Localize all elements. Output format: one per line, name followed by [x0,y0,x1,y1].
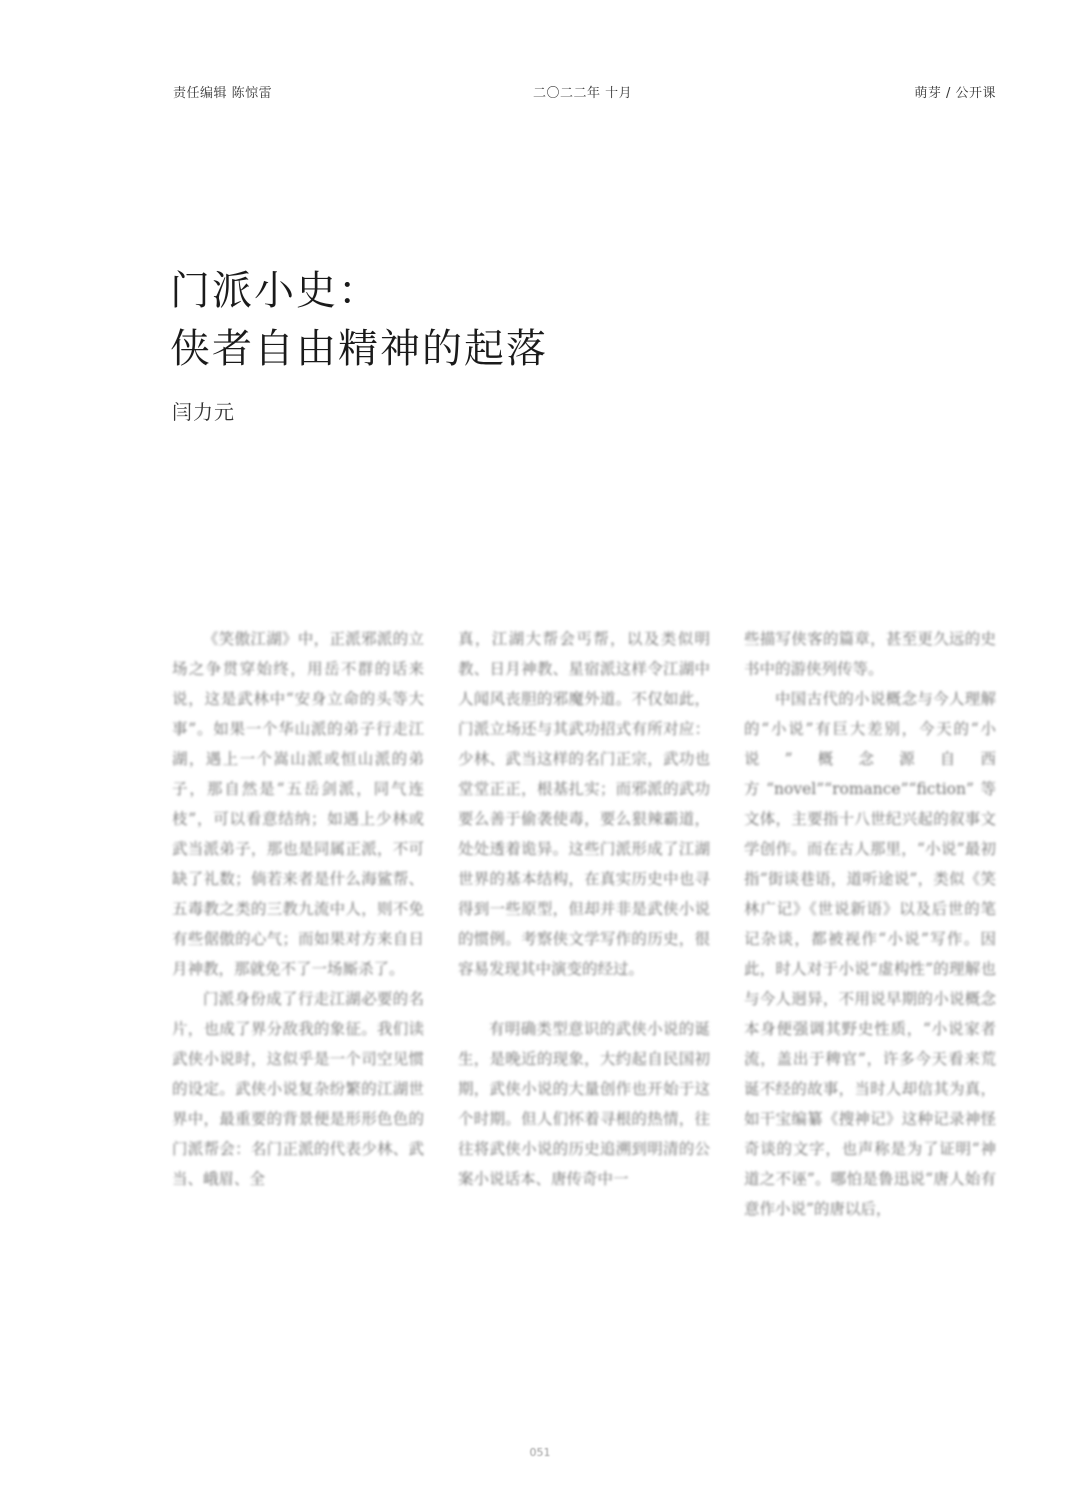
body-column-1 [172,624,424,1194]
paragraph: 《笑傲江湖》中，正派邪派的立场之争贯穿始终，用岳不群的话来说，这是武林中“安身立命的头等大事”。如果一个华山派的弟子行走江湖，遇上一个嵩山派或恒山派的弟子，那自然是“五岳剑派，同气连枝”，可以看意结纳；如遇上少林或武当派弟子，那也是同属正派，不可缺了礼数；倘若来者是什么海鲨帮、五毒教之类的三教九流中人，则不免有些倨傲的心气；而如果对方来自日月神教，那就免不了一场厮杀了。 [172,630,424,978]
column-label: 萌芽 / 公开课 [914,86,996,101]
body-column-2 [458,624,710,1194]
paragraph: 些描写侠客的篇章，甚至更久远的史书中的游侠列传等。 [744,630,996,678]
author-name: 闫力元 [172,400,235,424]
body-column-3 [744,624,996,1224]
title-line-1: 门派小史： [170,268,380,314]
paragraph: 门派身份成了行走江湖必要的名片，也成了界分敌我的象征。我们读武侠小说时，这似乎是一个司空见惯的设定。武侠小说复杂纷繁的江湖世界中，最重要的背景便是形形色色的门派帮会：名门正派的代表少林、武当、峨眉、全 [172,990,424,1188]
paragraph: 真，江湖大帮会丐帮，以及类似明教、日月神教、星宿派这样令江湖中人闻风丧胆的邪魔外道。不仅如此，门派立场还与其武功招式有所对应：少林、武当这样的名门正宗，武功也堂堂正正，根基扎实；而邪派的武功要么善于偷袭使毒，要么狠辣霸道，处处透着诡异。这些门派形成了江湖世界的基本结构，在真实历史中也寻得到一些原型，但却并非是武侠小说的惯例。考察侠文学写作的历史，很容易发现其中演变的经过。 [458,630,710,978]
article-title [170,262,548,378]
paragraph: 中国古代的小说概念与今人理解的“小说”有巨大差别，今天的“小说”概念源自西方“novel”“romance”“fiction”等文体，主要指十八世纪兴起的叙事文学创作。而在古人那里，“小说”最初指“街谈巷语，道听途说”，类似《笑林广记》《世说新语》以及后世的笔记杂谈，都被视作“小说”写作。因此，时人对于小说“虚构性”的理解也与今人迥异，不用说早期的小说概念本身便强调其野史性质，“小说家者流，盖出于稗官”，许多今天看来荒诞不经的故事，当时人却信其为真，如干宝编纂《搜神记》这种记录神怪奇谈的文字，也声称是为了证明“神道之不诬”。哪怕是鲁迅说“唐人始有意作小说”的唐以后， [744,690,996,1218]
title-line-2: 侠者自由精神的起落 [170,326,548,372]
paragraph: 有明确类型意识的武侠小说的诞生，是晚近的现象，大约起自民国初期，武侠小说的大量创作也开始于这个时期。但人们怀着寻根的热情，往往将武侠小说的历史追溯到明清的公案小说话本、唐传奇中一 [458,1020,710,1188]
issue-date: 二〇二二年 十月 [533,86,633,101]
page-number: 051 [529,1446,551,1459]
editor-credit: 责任编辑 陈惊雷 [173,86,273,101]
